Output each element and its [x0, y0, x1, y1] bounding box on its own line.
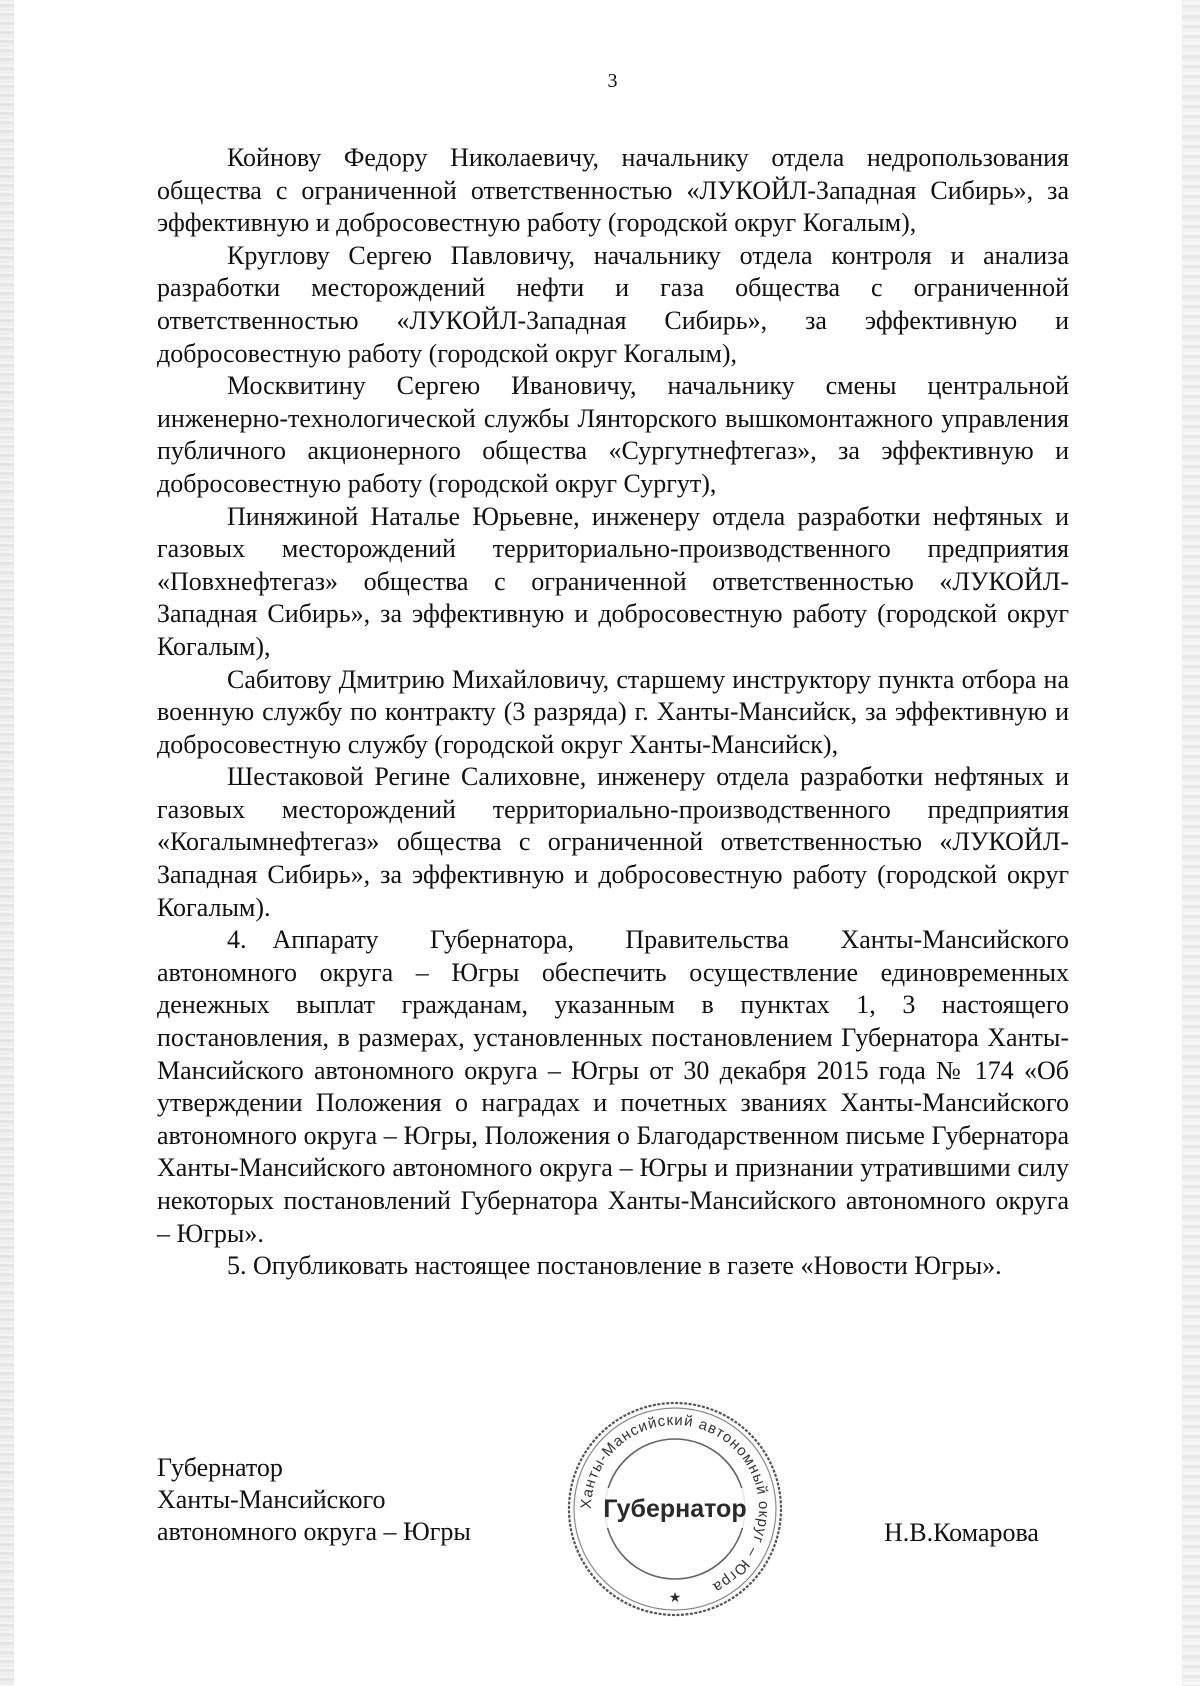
seal-center-text: Губернатор [603, 1495, 747, 1523]
signature-position-line: Губернатор [157, 1453, 283, 1482]
official-seal [562, 1396, 788, 1622]
paragraph-koynov: Койнову Федору Николаевичу, начальнику отдела недропользования общества с ограниченной ответственностью «ЛУКОЙЛ-Западная Сибирь», за эффективную и добросовестную работу (городской округ Когалым), [157, 143, 1069, 238]
seal-star-icon: ★ [668, 1590, 682, 1606]
signature-position-line: Ханты-Мансийского [157, 1485, 386, 1514]
paragraph-shestakova: Шестаковой Регине Салиховне, инженеру отдела разработки нефтяных и газовых месторождений территориально-производственного предприятия «Когалымнефтегаз» общества с ограниченной ответственностью «ЛУКОЙЛ-Западная Сибирь», за эффективную и добросовестную работу (городской округ Когалым). [157, 762, 1069, 922]
paragraph-item-5: 5. Опубликовать настоящее постановление в газете «Новости Югры». [227, 1251, 1002, 1281]
paragraph-sabitov: Сабитову Дмитрию Михайловичу, старшему инструктору пункта отбора на военную службу по контракту (3 разряда) г. Ханты-Мансийск, за эффективную и добросовестную службу (городской округ Ханты-Мансийск), [157, 664, 1069, 759]
paragraph-moskvitin: Москвитину Сергею Ивановичу, начальнику смены центральной инженерно-технологической службы Лянторского вышкомонтажного управления публичного акционерного общества «Сургутнефтегаз», за эффективную и добросовестную работу (городской округ Сургут), [157, 371, 1069, 498]
scan-edge-left [0, 0, 14, 1686]
paragraph-pinyazhina: Пиняжиной Наталье Юрьевне, инженеру отдела разработки нефтяных и газовых месторождений территориально-производственного предприятия «Повхнефтегаз» общества с ограниченной ответственностью «ЛУКОЙЛ-Западная Сибирь», за эффективную и добросовестную работу (городской округ Когалым), [157, 501, 1069, 661]
document-body [157, 142, 1069, 1283]
paragraph-kruglov: Круглову Сергею Павловичу, начальнику отдела контроля и анализа разработки месторождений нефти и газа общества с ограниченной ответственностью «ЛУКОЙЛ-Западная Сибирь», за эффективную и добросовестную работу (городской округ Когалым), [157, 240, 1069, 368]
page-number: 3 [607, 70, 618, 92]
scan-edge-right [1182, 0, 1200, 1686]
paragraph-item-4: 4. Аппарату Губернатора, Правительства Ханты-Мансийского автономного округа – Югры обеспечить осуществление единовременных денежных выплат гражданам, указанным в пунктах 1, 3 настоящего постановления, в размерах, установленных постановлением Губернатора Ханты-Мансийского автономного округа – Югры от 30 декабря 2015 года № 174 «Об утверждении Положения о наградах и почетных званиях Ханты-Мансийского автономного округа – Югры, Положения о Благодарственном письме Губернатора Ханты-Мансийского автономного округа – Югры и признании утратившими силу некоторых постановлений Губернатора Ханты-Мансийского автономного округа – Югры». [157, 925, 1069, 1248]
signature-position-line: автономного округа – Югры [157, 1517, 471, 1546]
signature-position [157, 1452, 471, 1548]
signer-name: Н.В.Комарова [884, 1518, 1039, 1547]
seal-ring-text: Ханты-Мансийский автономный округ – Югра [577, 1411, 773, 1597]
